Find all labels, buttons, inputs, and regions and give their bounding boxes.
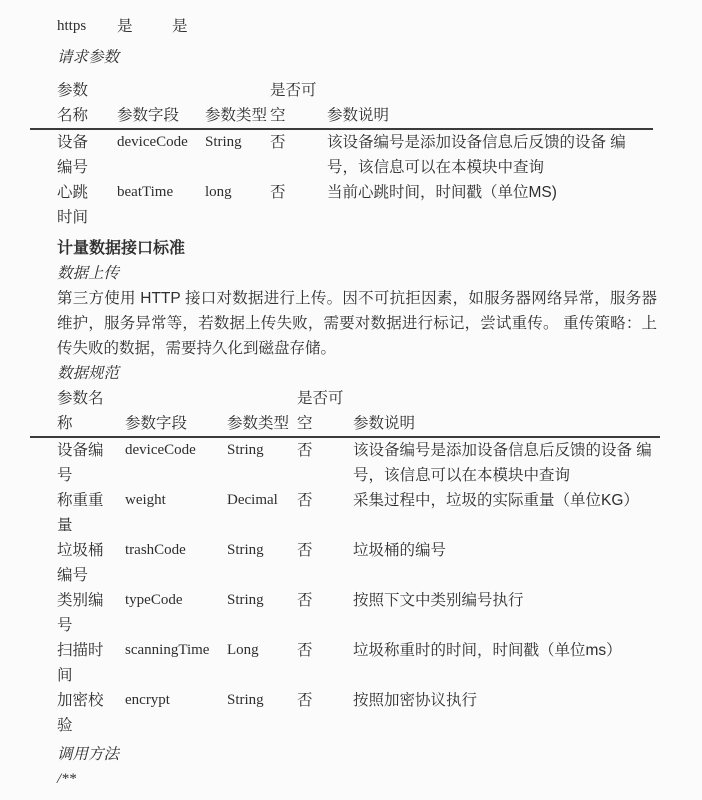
cell-param-desc: 按照加密协议执行 — [353, 692, 478, 709]
cell-param-type: long — [205, 184, 232, 200]
cell-param-desc: 垃圾桶的编号 — [353, 542, 447, 559]
cell-param-field: deviceCode — [117, 134, 188, 150]
cell-nullable: 否 — [270, 184, 286, 201]
heading-data-spec: 数据规范 — [57, 365, 120, 382]
cell-param-name: 垃圾桶编号 — [57, 542, 104, 584]
table-row — [30, 538, 660, 588]
cell-param-type: Long — [227, 642, 259, 658]
table-row — [30, 688, 660, 738]
heading-invoke-method: 调用方法 — [57, 746, 120, 763]
cell-param-field: deviceCode — [125, 442, 196, 458]
cell-param-field: scanningTime — [125, 642, 210, 658]
cell-nullable: 否 — [297, 592, 313, 609]
cell-param-name: 设备编号 — [57, 134, 89, 176]
table-row — [30, 129, 653, 180]
table-row — [30, 437, 660, 488]
cell-nullable: 否 — [297, 492, 313, 509]
code-comment-open: /** — [57, 771, 77, 787]
table-row — [30, 588, 660, 638]
cell-param-field: beatTime — [117, 184, 174, 200]
cell-nullable: 否 — [270, 134, 286, 151]
cell-param-type: Decimal — [227, 492, 278, 508]
table-row — [30, 488, 660, 538]
cell-param-desc: 采集过程中，垃圾的实际重量（单位KG） — [353, 492, 639, 509]
cell-param-name: 类别编号 — [57, 592, 104, 634]
col-header-nullable: 是否可空 — [270, 78, 327, 129]
cell-nullable: 否 — [297, 692, 313, 709]
cell-param-name: 心跳时间 — [57, 184, 89, 226]
cell-param-type: String — [227, 442, 264, 458]
cell-param-name: 加密校验 — [57, 692, 104, 734]
cell-param-field: encrypt — [125, 692, 170, 708]
col-header-param-desc: 参数说明 — [353, 386, 660, 437]
cell-param-field: trashCode — [125, 542, 186, 558]
col-header-param-field: 参数字段 — [117, 78, 205, 129]
cell-param-name: 扫描时间 — [57, 642, 104, 684]
data-spec-table — [30, 386, 660, 738]
table-row — [30, 638, 660, 688]
cell-param-type: String — [227, 542, 264, 558]
request-params-table — [30, 78, 653, 230]
cell-required-2: 是 — [172, 18, 188, 35]
cell-param-field: weight — [125, 492, 166, 508]
col-header-param-desc: 参数说明 — [327, 78, 653, 129]
cell-protocol: https — [57, 18, 87, 34]
cell-nullable: 否 — [297, 642, 313, 659]
col-header-param-field: 参数字段 — [125, 386, 227, 437]
cell-nullable: 否 — [297, 442, 313, 459]
cell-param-type: String — [205, 134, 242, 150]
heading-metering-standard: 计量数据接口标准 — [57, 240, 186, 257]
col-header-param-type: 参数类型 — [205, 78, 270, 129]
cell-param-desc: 按照下文中类别编号执行 — [353, 592, 524, 609]
table-row — [30, 180, 653, 230]
cell-param-name: 设备编号 — [57, 442, 104, 484]
cell-param-type: String — [227, 692, 264, 708]
cell-param-desc: 该设备编号是添加设备信息后反馈的设备 编号，该信息可以在本模块中查询 — [353, 442, 652, 484]
table-header-row — [30, 78, 653, 129]
previous-table-row — [57, 14, 702, 39]
col-header-nullable: 是否可空 — [297, 386, 353, 437]
heading-data-upload: 数据上传 — [57, 265, 120, 282]
cell-required-1: 是 — [117, 18, 133, 35]
cell-param-desc: 该设备编号是添加设备信息后反馈的设备 编号，该信息可以在本模块中查询 — [327, 134, 626, 176]
cell-param-field: typeCode — [125, 592, 183, 608]
cell-param-name: 称重重量 — [57, 492, 104, 534]
col-header-param-type: 参数类型 — [227, 386, 297, 437]
cell-nullable: 否 — [297, 542, 313, 559]
table-header-row — [30, 386, 660, 437]
col-header-param-name: 参数名称 — [30, 78, 117, 129]
col-header-param-name: 参数名称 — [30, 386, 125, 437]
cell-param-desc: 当前心跳时间，时间戳（单位MS) — [327, 184, 557, 201]
heading-request-params: 请求参数 — [57, 49, 120, 66]
cell-param-desc: 垃圾称重时的时间，时间戳（单位ms） — [353, 642, 622, 659]
cell-param-type: String — [227, 592, 264, 608]
paragraph-upload-policy: 第三方使用 HTTP 接口对数据进行上传。因不可抗拒因素，如服务器网络异常，服务器维护，服务异常等，若数据上传失败，需要对数据进行标记，尝试重传。 重传策略：上传失败的数据，需要持久化到磁盘存储。 — [57, 290, 657, 357]
